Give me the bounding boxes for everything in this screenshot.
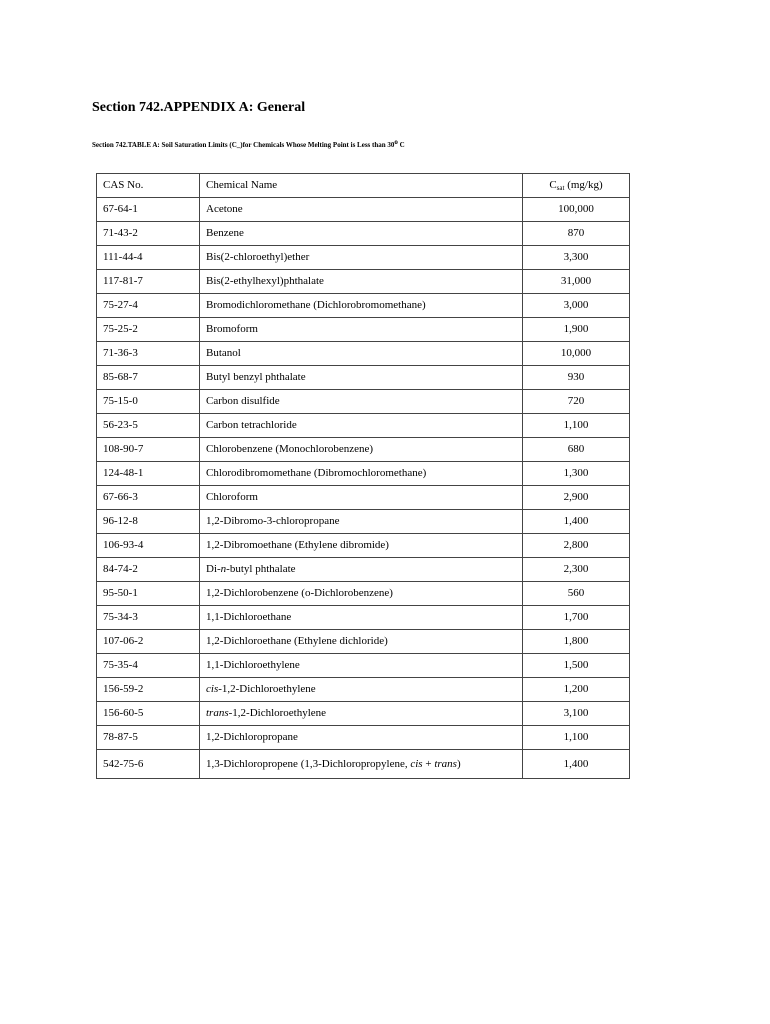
chemical-name-italic-part: cis [410, 757, 423, 770]
header-chemical-name: Chemical Name [200, 174, 523, 198]
cell-chemical-name [200, 414, 523, 438]
chemical-name-italic-part: cis [206, 683, 219, 695]
cell-chemical-name [200, 558, 523, 582]
cell-chemical-name [200, 534, 523, 558]
cell-cas-number: 67-64-1 [97, 198, 200, 222]
cell-csat-value: 720 [523, 390, 630, 414]
table-caption [92, 138, 405, 149]
cell-chemical-name [200, 654, 523, 678]
cell-cas-number: 75-15-0 [97, 390, 200, 414]
table-body [97, 198, 630, 779]
table-row [97, 390, 630, 414]
cell-chemical-name [200, 510, 523, 534]
cell-chemical-name [200, 390, 523, 414]
cell-cas-number: 85-68-7 [97, 366, 200, 390]
cell-chemical-name [200, 750, 523, 779]
cell-cas-number: 75-25-2 [97, 318, 200, 342]
soil-saturation-table [96, 173, 630, 779]
cell-chemical-name [200, 198, 523, 222]
table-row [97, 294, 630, 318]
table-row [97, 534, 630, 558]
cell-cas-number: 75-34-3 [97, 606, 200, 630]
cell-csat-value: 1,100 [523, 414, 630, 438]
chemical-name-part: Benzene [206, 227, 244, 239]
cell-chemical-name [200, 678, 523, 702]
cell-csat-value: 1,500 [523, 654, 630, 678]
cell-chemical-name [200, 270, 523, 294]
cell-cas-number: 56-23-5 [97, 414, 200, 438]
chemical-name-part: 1,2-Dibromoethane (Ethylene dibromide) [206, 539, 389, 551]
chemical-name-part: -1,2-Dichloroethylene [218, 683, 316, 695]
cell-chemical-name [200, 726, 523, 750]
cell-csat-value: 10,000 [523, 342, 630, 366]
chemical-name-part: 1,2-Dibromo-3-chloropropane [206, 515, 340, 527]
cell-csat-value: 2,900 [523, 486, 630, 510]
table-row [97, 630, 630, 654]
chemical-name-part: 1,1-Dichloroethylene [206, 659, 300, 671]
cell-chemical-name [200, 438, 523, 462]
table-row [97, 438, 630, 462]
chemical-name-part: Di- [206, 563, 221, 575]
header-csat [523, 174, 630, 198]
cell-csat-value: 3,100 [523, 702, 630, 726]
cell-cas-number: 75-35-4 [97, 654, 200, 678]
cell-cas-number: 84-74-2 [97, 558, 200, 582]
chemical-name-part: 1,2-Dichlorobenzene (o-Dichlorobenzene) [206, 587, 393, 599]
cell-chemical-name [200, 318, 523, 342]
chemical-name-part: Bis(2-ethylhexyl)phthalate [206, 275, 324, 287]
table-row [97, 366, 630, 390]
chemical-name-part: Carbon disulfide [206, 395, 280, 407]
table-row [97, 246, 630, 270]
cell-chemical-name [200, 222, 523, 246]
table-row [97, 486, 630, 510]
cell-csat-value: 1,400 [523, 510, 630, 534]
cell-cas-number: 117-81-7 [97, 270, 200, 294]
cell-csat-value: 3,000 [523, 294, 630, 318]
header-csat-sub: sat [556, 184, 565, 192]
table-row [97, 198, 630, 222]
cell-cas-number: 78-87-5 [97, 726, 200, 750]
table-row [97, 342, 630, 366]
chemical-name-part: 1,3-Dichloropropene (1,3-Dichloropropylene, [206, 757, 411, 770]
caption-unit: C [397, 141, 405, 149]
chemical-name-part: Butyl benzyl phthalate [206, 371, 306, 383]
chemical-name-part: 1,2-Dichloropropane [206, 731, 298, 743]
chemical-name-part: 1,1-Dichloroethane [206, 611, 292, 623]
chemical-name-part: Chlorodibromomethane (Dibromochloromethane) [206, 467, 427, 479]
cell-chemical-name [200, 582, 523, 606]
cell-cas-number: 106-93-4 [97, 534, 200, 558]
cell-cas-number: 71-43-2 [97, 222, 200, 246]
caption-prefix: Section 742.TABLE A: Soil Saturation Limits (C [92, 141, 237, 149]
cell-csat-value: 1,200 [523, 678, 630, 702]
cell-cas-number: 71-36-3 [97, 342, 200, 366]
cell-cas-number: 75-27-4 [97, 294, 200, 318]
cell-chemical-name [200, 702, 523, 726]
cell-cas-number: 67-66-3 [97, 486, 200, 510]
table-row [97, 654, 630, 678]
caption-degree: o [394, 138, 398, 146]
cell-cas-number: 111-44-4 [97, 246, 200, 270]
cell-chemical-name [200, 294, 523, 318]
table-row [97, 582, 630, 606]
cell-chemical-name [200, 630, 523, 654]
cell-chemical-name [200, 366, 523, 390]
header-cas: CAS No. [97, 174, 200, 198]
header-csat-unit: (mg/kg) [564, 179, 603, 191]
cell-cas-number: 124-48-1 [97, 462, 200, 486]
cell-csat-value: 2,800 [523, 534, 630, 558]
cell-csat-value: 1,800 [523, 630, 630, 654]
chemical-name-part: -1,2-Dichloroethylene [228, 707, 327, 719]
cell-csat-value: 3,300 [523, 246, 630, 270]
table-row [97, 726, 630, 750]
cell-csat-value: 2,300 [523, 558, 630, 582]
table-header-row [97, 174, 630, 198]
table-row [97, 750, 630, 779]
table-row [97, 702, 630, 726]
cell-chemical-name [200, 246, 523, 270]
cell-chemical-name [200, 606, 523, 630]
caption-middle: )for Chemicals Whose Melting Point is Less than 30 [240, 141, 395, 149]
cell-csat-value: 1,300 [523, 462, 630, 486]
chemical-name-part: + [422, 757, 435, 770]
table-row [97, 558, 630, 582]
cell-csat-value: 560 [523, 582, 630, 606]
table-row [97, 222, 630, 246]
cell-csat-value: 680 [523, 438, 630, 462]
table-row [97, 462, 630, 486]
chemical-name-part: Carbon tetrachloride [206, 419, 297, 431]
chemical-name-part: Butanol [206, 347, 241, 359]
cell-csat-value: 100,000 [523, 198, 630, 222]
cell-chemical-name [200, 342, 523, 366]
chemical-name-part: 1,2-Dichloroethane (Ethylene dichloride) [206, 635, 388, 647]
cell-csat-value: 870 [523, 222, 630, 246]
table-row [97, 510, 630, 534]
cell-cas-number: 108-90-7 [97, 438, 200, 462]
table-row [97, 414, 630, 438]
cell-cas-number: 542-75-6 [97, 750, 200, 779]
cell-csat-value: 1,700 [523, 606, 630, 630]
chemical-name-part: Bromoform [206, 323, 258, 335]
chemical-name-italic-part: trans [206, 707, 229, 719]
cell-cas-number: 156-60-5 [97, 702, 200, 726]
chemical-name-part: Bromodichloromethane (Dichlorobromomethane) [206, 299, 426, 311]
cell-csat-value: 1,900 [523, 318, 630, 342]
cell-cas-number: 96-12-8 [97, 510, 200, 534]
cell-cas-number: 156-59-2 [97, 678, 200, 702]
table-row [97, 678, 630, 702]
table-row [97, 270, 630, 294]
chemical-name-part: Acetone [206, 203, 243, 215]
cell-csat-value: 1,100 [523, 726, 630, 750]
page-title: Section 742.APPENDIX A: General [92, 100, 306, 115]
chemical-name-part: Chloroform [206, 491, 258, 503]
chemical-name-part: ) [456, 757, 461, 770]
chemical-name-italic-part: trans [434, 757, 457, 770]
chemical-name-part: -butyl phthalate [226, 563, 296, 575]
header-csat-main: C [549, 179, 557, 191]
chemical-name-part: Bis(2-chloroethyl)ether [206, 251, 310, 263]
cell-csat-value: 31,000 [523, 270, 630, 294]
cell-csat-value: 1,400 [523, 750, 630, 779]
chemical-name-part: Chlorobenzene (Monochlorobenzene) [206, 443, 374, 455]
caption-blank: _ [236, 141, 241, 149]
cell-chemical-name [200, 462, 523, 486]
chemical-name-italic-part: n [220, 563, 227, 575]
cell-cas-number: 107-06-2 [97, 630, 200, 654]
cell-csat-value: 930 [523, 366, 630, 390]
cell-cas-number: 95-50-1 [97, 582, 200, 606]
cell-chemical-name [200, 486, 523, 510]
table-row [97, 606, 630, 630]
table-row [97, 318, 630, 342]
